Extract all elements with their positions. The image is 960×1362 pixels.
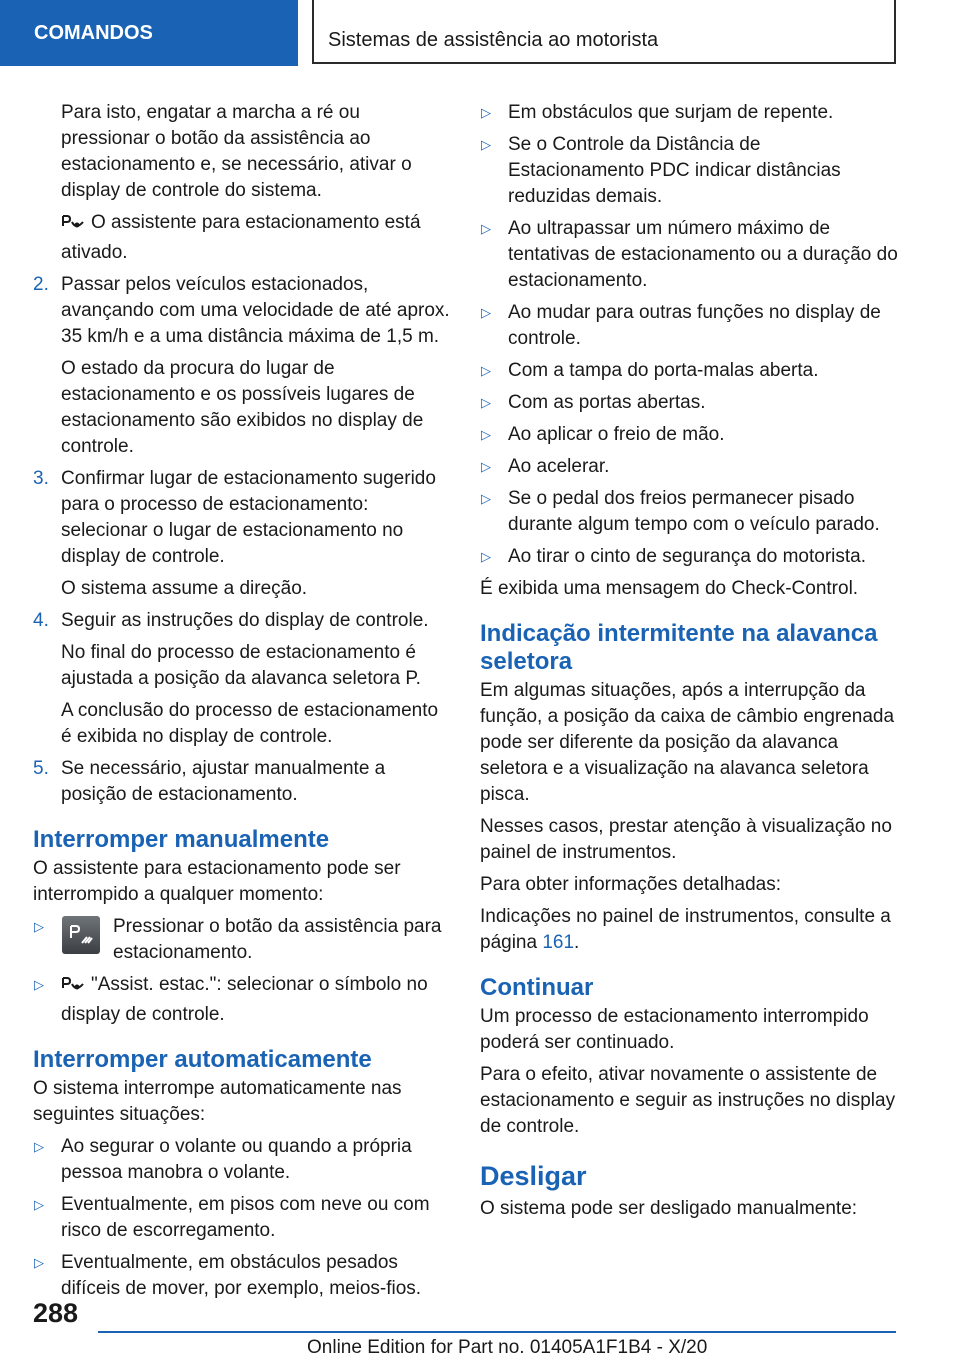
triangle-bullet-icon: ▷ [481, 137, 491, 152]
paragraph: Nesses casos, prestar atenção à visualização no painel de instrumentos. [480, 816, 892, 863]
chapter-title: Sistemas de assistência ao motorista [312, 0, 896, 64]
triangle-bullet-icon: ▷ [481, 395, 491, 410]
step-note: No final do processo de estacionamento é ajustada a posição da alavanca seletora P. [61, 642, 421, 689]
triangle-bullet-icon: ▷ [481, 221, 491, 236]
step-note: O sistema assume a direção. [61, 578, 308, 599]
paragraph: Para obter informações detalhadas: [480, 874, 782, 895]
parking-assistant-icon [61, 214, 85, 240]
bullet-text: Se o Controle da Distância de Estacionamento PDC indicar distâncias reduzidas demais. [508, 134, 841, 207]
paragraph: Para o efeito, ativar novamente o assistente de estacionamento e seguir as instruções no display de controle. [480, 1064, 896, 1137]
triangle-bullet-icon: ▷ [481, 427, 491, 442]
bullet-text: Ao acelerar. [508, 456, 610, 477]
list-item [480, 544, 900, 570]
bullet-text: Com as portas abertas. [508, 392, 706, 413]
heading-switch-off: Desligar [480, 1161, 587, 1191]
bullet-text: "Assist. estac.": selecionar o símbolo no display de controle. [61, 974, 428, 1025]
section-tab: COMANDOS [0, 0, 298, 66]
right-column [480, 100, 900, 1228]
step-text: Confirmar lugar de estacionamento sugerido para o processo de estacionamento: selecionar o lugar de estacionamento no display de controle. [61, 468, 436, 567]
list-item [33, 1192, 451, 1244]
triangle-bullet-icon: ▷ [34, 1197, 44, 1212]
triangle-bullet-icon: ▷ [481, 459, 491, 474]
assistant-active-text: O assistente para estacionamento está ativado. [61, 212, 421, 263]
bullet-text: Ao tirar o cinto de segurança do motorista. [508, 546, 867, 567]
list-item [33, 972, 451, 1028]
bullet-text: Eventualmente, em pisos com neve ou com risco de escorregamento. [61, 1194, 430, 1241]
auto-paragraph: O sistema interrompe automaticamente nas seguintes situações: [33, 1078, 402, 1125]
triangle-bullet-icon: ▷ [481, 491, 491, 506]
triangle-bullet-icon: ▷ [481, 363, 491, 378]
list-item [33, 1134, 451, 1186]
step-text: Passar pelos veículos estacionados, avançando com uma velocidade de até aprox. 35 km/h e a uma distância máxima de 1,5 m. [61, 274, 450, 347]
bullet-text: Ao segurar o volante ou quando a própria pessoa manobra o volante. [61, 1136, 412, 1183]
bullet-text: Com a tampa do porta-malas aberta. [508, 360, 819, 381]
step-number: 4. [33, 610, 49, 631]
step-2 [33, 272, 451, 350]
step-number: 5. [33, 758, 49, 779]
step-number: 3. [33, 468, 49, 489]
list-item [480, 132, 900, 210]
triangle-bullet-icon: ▷ [481, 105, 491, 120]
list-item [480, 358, 900, 384]
parking-assistant-icon [61, 976, 85, 1002]
bullet-text: Pressionar o botão da assistência para estacionamento. [113, 916, 442, 963]
paragraph: Um processo de estacionamento interrompido poderá ser continuado. [480, 1006, 869, 1053]
list-item [480, 486, 900, 538]
parking-assistant-button-icon [62, 916, 100, 954]
step-5 [33, 756, 451, 808]
step-3 [33, 466, 451, 570]
heading-blinking-indicator: Indicação intermitente na alavanca seletora [480, 620, 878, 675]
bullet-text: Em obstáculos que surjam de repente. [508, 102, 834, 123]
heading-auto-interrupt: Interromper automaticamente [33, 1046, 372, 1073]
list-item [480, 454, 900, 480]
triangle-bullet-icon: ▷ [481, 305, 491, 320]
list-item [33, 914, 451, 966]
heading-manual-interrupt: Interromper manualmente [33, 826, 330, 853]
triangle-bullet-icon: ▷ [34, 919, 44, 934]
bullet-text: Eventualmente, em obstáculos pesados difíceis de mover, por exemplo, meios-fios. [61, 1252, 422, 1299]
list-item [480, 390, 900, 416]
step-4 [33, 608, 451, 634]
left-column [33, 100, 451, 1308]
list-item [480, 422, 900, 448]
page-header [0, 0, 960, 66]
triangle-bullet-icon: ▷ [34, 1255, 44, 1270]
triangle-bullet-icon: ▷ [34, 1139, 44, 1154]
list-item [480, 216, 900, 294]
page-link[interactable]: 161 [542, 932, 575, 953]
step-note: O estado da procura do lugar de estacionamento e os possíveis lugares de estacionamento são exibidos no display de controle. [61, 358, 424, 457]
bullet-text: Se o pedal dos freios permanecer pisado durante algum tempo com o veículo parado. [508, 488, 880, 535]
page-reference-paragraph: Indicações no painel de instrumentos, consulte a página 161. [480, 906, 891, 953]
heading-continue: Continuar [480, 974, 594, 1001]
paragraph: Em algumas situações, após a interrupção da função, a posição da caixa de câmbio engrenada pode ser diferente da posição da alavanca seletora e a visualização na alavanca seletora pisca. [480, 680, 895, 805]
manual-paragraph: O assistente para estacionamento pode ser interrompido a qualquer momento: [33, 858, 401, 905]
bullet-text: Ao aplicar o freio de mão. [508, 424, 725, 445]
bullet-text: Ao mudar para outras funções no display de controle. [508, 302, 881, 349]
list-item [480, 100, 900, 126]
step-text: Seguir as instruções do display de controle. [61, 610, 429, 631]
check-control-paragraph: É exibida uma mensagem do Check-Control. [480, 578, 859, 599]
intro-paragraph: Para isto, engatar a marcha a ré ou pressionar o botão da assistência ao estacionamento e, se necessário, ativar o display de controle do sistema. [61, 102, 412, 201]
paragraph: O sistema pode ser desligado manualmente: [480, 1198, 858, 1219]
page-number: 288 [33, 1298, 79, 1328]
step-number: 2. [33, 274, 49, 295]
triangle-bullet-icon: ▷ [481, 549, 491, 564]
step-note: A conclusão do processo de estacionamento é exibida no display de controle. [61, 700, 439, 747]
triangle-bullet-icon: ▷ [34, 977, 44, 992]
step-text: Se necessário, ajustar manualmente a posição de estacionamento. [61, 758, 386, 805]
edition-text: Online Edition for Part no. 01405A1F1B4 - X/20 [307, 1337, 708, 1358]
list-item [480, 300, 900, 352]
footer-divider [98, 1331, 896, 1333]
list-item [33, 1250, 451, 1302]
bullet-text: Ao ultrapassar um número máximo de tentativas de estacionamento ou a duração do estacionamento. [508, 218, 898, 291]
assistant-active-paragraph [33, 210, 451, 266]
